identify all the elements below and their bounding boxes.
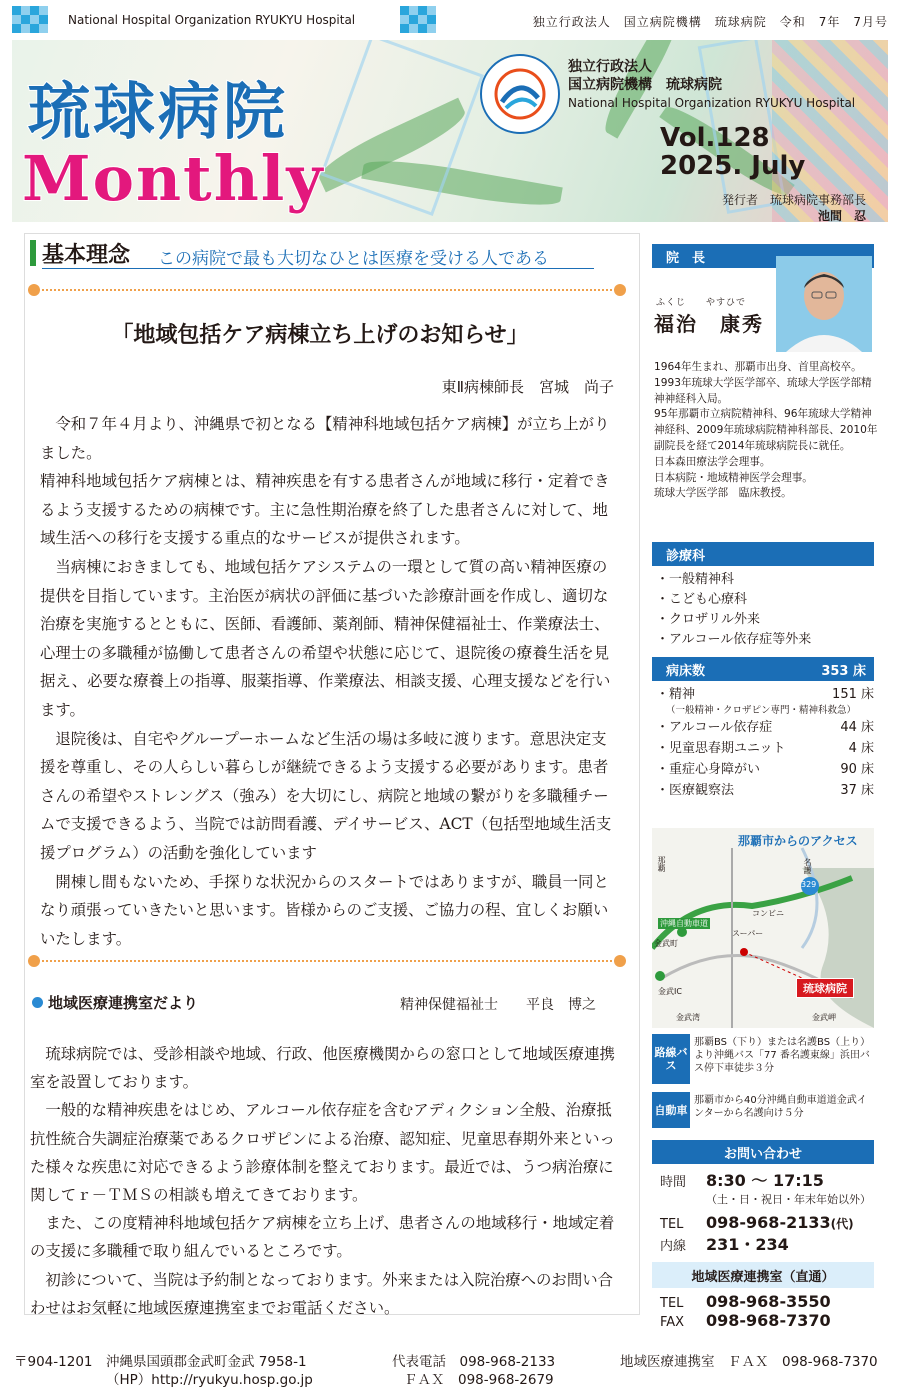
section2-body — [30, 1040, 618, 1322]
map-label-expressway: 沖縄自動車道 — [660, 919, 708, 928]
divider-line — [42, 289, 612, 291]
access-text: 那覇BS（下り）または名護BS（上り）より沖縄バス「77 番名護東線」浜田バス停下車徒歩３分 — [694, 1037, 870, 1074]
tel-suffix: (代) — [830, 1217, 854, 1231]
map-label-conv: コンビニ — [752, 909, 784, 918]
ext-label: 内線 — [660, 1239, 687, 1254]
renkei-header: 地域医療連携室（直通） — [652, 1262, 874, 1288]
article-paragraph: 令和７年４月より、沖縄県で初となる【精神科地域包括ケア病棟】が立ち上がりました。 — [40, 415, 610, 462]
footer-renkei-fax: 地域医療連携室 ＦＡＸ 098-968-7370 — [620, 1354, 878, 1370]
section2-paragraph: また、この度精神科地域包括ケア病棟を立ち上げ、患者さんの地域移行・地域定着の支援に多職種で取り組んでいるところです。 — [30, 1214, 615, 1261]
bed-row — [656, 717, 874, 738]
renkei-fax-value: 098-968-7370 — [706, 1311, 831, 1330]
org-jp-2: 国立病院機構 琉球病院 — [568, 77, 722, 93]
access-map — [652, 828, 874, 1028]
renkei-tel-value[interactable]: 098-968-3550 — [706, 1292, 831, 1311]
departments-header: 診療科 — [652, 542, 874, 566]
beds-total: 353 床 — [821, 664, 866, 679]
section2-title: 地域医療連携室だより — [48, 994, 199, 1012]
publisher-title: 発行者 琉球病院事務部長 — [721, 193, 866, 207]
bed-row — [656, 759, 874, 780]
renkei-info — [660, 1292, 880, 1330]
bed-row — [656, 780, 874, 801]
bed-row — [656, 684, 874, 705]
masthead-title: 琉球病院 — [28, 75, 289, 148]
departments-list — [656, 570, 874, 650]
article-paragraph: 精神科地域包括ケア病棟とは、精神疾患を有する患者さんが地域に移行・定着できるよう支援するための病棟です。主に急性期治療を終了した患者さんに対して、地域生活への移行を支援する重点的なサービスが提供されます。 — [40, 472, 610, 548]
issue-date: 2025. July — [660, 151, 806, 181]
map-label-super: スーパー — [732, 929, 764, 938]
article-author: 東Ⅱ病棟師長 宮城 尚子 — [441, 378, 614, 396]
philosophy-bar — [30, 240, 36, 266]
section-bullet-icon — [32, 997, 43, 1008]
tel-label: TEL — [660, 1217, 684, 1232]
issue-line: 独立行政法人 国立病院機構 琉球病院 令和 7年 7月号 — [532, 15, 888, 29]
director-name: 福治 康秀 — [654, 312, 764, 336]
map-label-nago: 名護 — [803, 858, 812, 874]
map-hospital-marker: 琉球病院 — [796, 978, 854, 998]
map-title: 那覇市からのアクセス — [738, 834, 858, 848]
bed-name: ・精神 — [656, 687, 696, 702]
department-item: ・こども心療科 — [656, 592, 748, 607]
bed-count: 44 床 — [840, 720, 874, 735]
map-label-route: 329 — [801, 880, 817, 889]
volume-info — [660, 124, 805, 180]
section2-paragraph: 琉球病院では、受診相談や地域、行政、他医療機関からの窓口として地域医療連携室を設置しております。 — [30, 1045, 615, 1092]
masthead-org — [568, 58, 855, 112]
bio-line: 日本森田療法学会理事。 — [654, 455, 771, 468]
volume-number: Vol.128 — [660, 123, 770, 153]
ext-value: 231・234 — [706, 1235, 789, 1254]
beds-header — [652, 657, 874, 681]
beds-label: 病床数 — [666, 664, 706, 679]
inquiry-header: お問い合わせ — [652, 1140, 874, 1164]
hours-label: 時間 — [660, 1175, 687, 1190]
bio-line: 琉球大学医学部 臨床教授。 — [654, 487, 792, 500]
bed-name: ・アルコール依存症 — [656, 720, 773, 735]
director-bio — [654, 360, 878, 502]
org-name-en: National Hospital Organization RYUKYU Hospital — [68, 13, 356, 27]
map-label-kin-ic: 金武IC — [658, 987, 682, 996]
director-header: 院 長 — [652, 244, 874, 268]
hospital-logo — [480, 54, 560, 134]
renkei-tel-label: TEL — [660, 1296, 684, 1311]
divider-line — [42, 960, 612, 962]
inquiry-info — [660, 1168, 880, 1255]
map-label-kin-town: 金武町 — [654, 939, 678, 948]
access-label: 自動車 — [652, 1092, 690, 1128]
bed-name: ・児童思春期ユニット — [656, 741, 786, 756]
philosophy-underline — [42, 268, 594, 269]
access-label: 路線バス — [652, 1034, 690, 1084]
footer — [0, 1340, 900, 1393]
beds-list — [656, 684, 874, 801]
divider-dot — [614, 955, 626, 967]
department-item: ・アルコール依存症等外来 — [656, 632, 812, 647]
masthead-subtitle: Monthly — [22, 142, 325, 215]
article-paragraph: 当病棟におきましても、地域包括ケアシステムの一環として質の高い精神医療の提供を目指しています。主治医が病状の評価に基づいた診療計画を作成し、適切な治療を実施するとともに、医師、看護師、薬剤師、精神保健福祉士、作業療法士、心理士の多職種が協働して患者さんの希望や状態に応じて、退院後の療養生活を見据え、必要な療養上の指導、服薬指導、作業療法、相談支援、心理支援などを行います。 — [40, 557, 611, 719]
org-en: National Hospital Organization RYUKYU Hospital — [568, 96, 856, 110]
map-label-naha: 那覇 — [657, 856, 666, 872]
map-label-kinmisaki: 金武岬 — [812, 1013, 836, 1022]
section2-paragraph: 初診について、当院は予約制となっております。外来または入院治療へのお問い合わせはお気軽に地域医療連携室までお電話ください。 — [30, 1270, 613, 1317]
philosophy-text: この病院で最も大切なひとは医療を受ける人である — [158, 249, 549, 269]
hours-note: （土・日・祝日・年末年始以外） — [706, 1193, 871, 1206]
tel-value[interactable]: 098-968-2133 — [706, 1213, 831, 1232]
access-row — [652, 1092, 874, 1128]
access-row — [652, 1034, 874, 1084]
section2-paragraph: 一般的な精神疾患をはじめ、アルコール依存症を含むアディクション全般、治療抵抗性統合失調症治療薬であるクロザピンによる治療、認知症、児童思春期外来といった様々な疾患に対応できるよう診療体制を整えております。最近では、うつ病治療に関してｒ－ＴＭＳの相談も増えてきております。 — [30, 1101, 615, 1205]
map-label-kinwan: 金武湾 — [676, 1013, 700, 1022]
department-item: ・一般精神科 — [656, 572, 735, 587]
article-body — [40, 410, 616, 953]
divider-dot — [28, 284, 40, 296]
top-bar — [0, 0, 900, 40]
philosophy-label: 基本理念 — [42, 243, 131, 268]
department-item: ・クロザリル外来 — [656, 612, 761, 627]
bio-line: 95年那覇市立病院精神科、96年琉球大学精神神経科、2009年琉球病院精神科部長、2010年副院長を経て2014年琉球病院長に就任。 — [654, 408, 878, 452]
divider-dot — [614, 284, 626, 296]
access-text: 那覇市から40分沖縄自動車道道金武インターから名護向け５分 — [694, 1095, 867, 1119]
footer-main-fax: ＦＡＸ 098-968-2679 — [404, 1372, 554, 1388]
article-title: 「地域包括ケア病棟立ち上げのお知らせ」 — [111, 322, 529, 348]
bed-sub: （一般精神・クロザピン専門・精神科救急） — [666, 705, 857, 716]
footer-hp[interactable]: （HP）http://ryukyu.hosp.go.jp — [106, 1372, 313, 1388]
bed-count: 37 床 — [840, 783, 874, 798]
renkei-fax-label: FAX — [660, 1315, 685, 1330]
publisher — [642, 192, 866, 222]
footer-main-tel: 代表電話 098-968-2133 — [392, 1354, 556, 1370]
bed-name: ・医療観察法 — [656, 783, 735, 798]
director-kana: ふくじ やすひで — [656, 298, 747, 308]
bed-count: 90 床 — [840, 762, 874, 777]
bio-line: 1964年生まれ、那覇市出身、首里高校卒。 — [654, 361, 862, 373]
hours-value: 8:30 〜 17:15 — [706, 1171, 824, 1190]
org-jp-1: 独立行政法人 — [568, 59, 652, 75]
director-photo — [776, 256, 872, 352]
bed-count: 151 床 — [832, 687, 874, 702]
article-paragraph: 開棟し間もないため、手探りな状況からのスタートではありますが、職員一同となり頑張っていきたいと思います。皆様からのご支援、ご協力の程、宜しくお願いいたします。 — [40, 872, 609, 948]
masthead — [12, 40, 888, 222]
footer-address: 〒904-1201 沖縄県国頭郡金武町金武 7958-1 — [14, 1354, 307, 1370]
section2-author: 精神保健福祉士 平良 博之 — [400, 997, 596, 1013]
bed-count: 4 床 — [848, 741, 874, 756]
bed-name: ・重症心身障がい — [656, 762, 761, 777]
divider-dot — [28, 955, 40, 967]
article-paragraph: 退院後は、自宅やグループーホームなど生活の場は多岐に渡ります。意思決定支援を尊重し、その人らしい暮らしが継続できるよう支援する必要があります。患者さんの希望やストレングス（強み）を大切にし、病院と地域の繋がりを多職種チームで支援できるよう、当院では訪問看護、デイサービス、ACT（包括型地域生活支援プログラム）の活動を強化しています — [40, 729, 612, 862]
publisher-name: 池間 忍 — [817, 209, 866, 222]
bio-line: 1993年琉球大学医学部卒、琉球大学医学部精神神経科入局。 — [654, 376, 872, 405]
bio-line: 日本病院・地域精神医学会理事。 — [654, 471, 813, 484]
bed-row — [656, 738, 874, 759]
